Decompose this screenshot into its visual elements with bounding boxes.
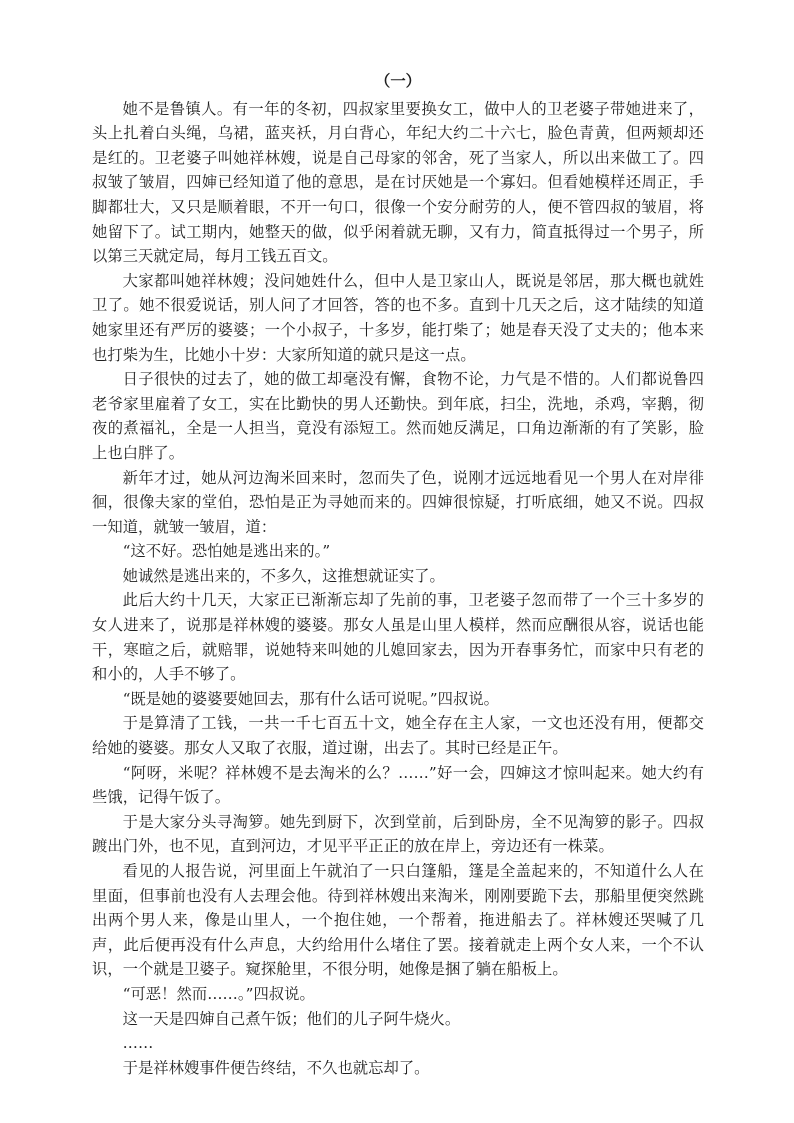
paragraph: 这一天是四婶自己煮午饭；他们的儿子阿牛烧火。 [122, 1009, 461, 1028]
paragraph: 看见的人报告说，河里面上午就泊了一只白篷船，篷是全盖起来的，不知道什么人在里面，但事前也没有人去理会他。待到祥林嫂出来淘米，刚刚要跪下去，那船里便突然跳出两个男人来，像是山里人，一个抱住她，一个帮着，拖进船去了。祥林嫂还哭喊了几声，此后便再没有什么声息，大约给用什么堵住了罢。接着就走上两个女人来，一个不认识，一个就是卫婆子。窥探舱里，不很分明，她像是捆了躺在船板上。 [92, 862, 704, 979]
paragraph: …… [122, 1034, 154, 1053]
paragraph: “阿呀，米呢？祥林嫂不是去淘米的么？……”好一会，四婶这才惊叫起来。她大约有些饿，记得午饭了。 [92, 763, 704, 807]
section-heading: （一） [374, 72, 422, 90]
paragraph: 于是祥林嫂事件便告终结，不久也就忘却了。 [122, 1058, 430, 1077]
paragraph: 大家都叫她祥林嫂；没问她姓什么，但中人是卫家山人，既说是邻居，那大概也就姓卫了。她不很爱说话，别人问了才回答，答的也不多。直到十几天之后，这才陆续的知道她家里还有严厉的婆婆；一个小叔子，十多岁，能打柴了；她是春天没了丈夫的；他本来也打柴为生，比她小十岁：大家所知道的就只是这一点。 [92, 271, 704, 364]
paragraph: 此后大约十几天，大家正已渐渐忘却了先前的事，卫老婆子忽而带了一个三十多岁的女人进来了，说那是祥林嫂的婆婆。那女人虽是山里人模样，然而应酬很从容，说话也能干，寒暄之后，就赔罪，说她特来叫她的儿媳回家去，因为开春事务忙，而家中只有老的和小的，人手不够了。 [92, 591, 704, 684]
paragraph: 新年才过，她从河边淘米回来时，忽而失了色，说刚才远远地看见一个男人在对岸徘徊，很像夫家的堂伯，恐怕是正为寻她而来的。四婶很惊疑，打听底细，她又不说。四叔一知道，就皱一皱眉，道： [92, 468, 704, 536]
paragraph: 她不是鲁镇人。有一年的冬初，四叔家里要换女工，做中人的卫老婆子带她进来了，头上扎着白头绳，乌裙，蓝夹袄，月白背心，年纪大约二十六七，脸色青黄，但两颊却还是红的。卫老婆子叫她祥林嫂，说是自己母家的邻舍，死了当家人，所以出来做工了。四叔皱了皱眉，四婶已经知道了他的意思，是在讨厌她是一个寡妇。但看她模样还周正，手脚都壮大，又只是顺着眼，不开一句口，很像一个安分耐劳的人，便不管四叔的皱眉，将她留下了。试工期内，她整天的做，似乎闲着就无聊，又有力，简直抵得过一个男子，所以第三天就定局，每月工钱五百文。 [92, 99, 704, 266]
paragraph: 于是算清了工钱，一共一千七百五十文，她全存在主人家，一文也还没有用，便都交给她的婆婆。那女人又取了衣服，道过谢，出去了。其时已经是正午。 [92, 714, 704, 758]
paragraph: “这不好。恐怕她是逃出来的。” [122, 542, 331, 561]
paragraph: 日子很快的过去了，她的做工却毫没有懈，食物不论，力气是不惜的。人们都说鲁四老爷家里雇着了女工，实在比勤快的男人还勤快。到年底，扫尘，洗地，杀鸡，宰鹅，彻夜的煮福礼，全是一人担当，竟没有添短工。然而她反满足，口角边渐渐的有了笑影，脸上也白胖了。 [92, 370, 704, 462]
paragraph: “既是她的婆婆要她回去，那有什么话可说呢。”四叔说。 [122, 689, 500, 708]
paragraph: 于是大家分头寻淘箩。她先到厨下，次到堂前，后到卧房，全不见淘箩的影子。四叔踱出门外，也不见，直到河边，才见平平正正的放在岸上，旁边还有一株菜。 [92, 812, 704, 856]
paragraph: 她诚然是逃出来的，不多久，这推想就证实了。 [122, 566, 445, 585]
paragraph: “可恶！然而……。”四叔说。 [122, 984, 315, 1003]
document-body [92, 69, 704, 1080]
